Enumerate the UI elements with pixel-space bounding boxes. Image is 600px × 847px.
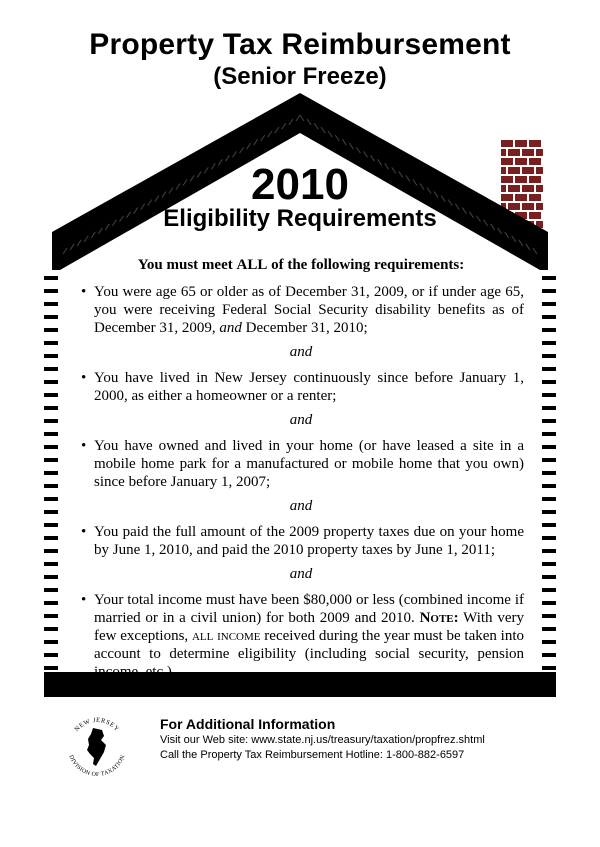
wall-dash <box>44 484 58 488</box>
wall-dash <box>44 562 58 566</box>
page-subtitle: (Senior Freeze) <box>213 63 387 90</box>
wall-dash <box>542 471 556 475</box>
wall-dash <box>542 549 556 553</box>
all-emphasis: ALL <box>236 257 268 273</box>
chimney-brick <box>501 149 506 156</box>
chimney-brick <box>522 149 534 156</box>
additional-info <box>160 716 485 763</box>
wall-dash <box>542 562 556 566</box>
year-heading: 2010 <box>251 160 349 209</box>
wall-dash <box>542 484 556 488</box>
wall-dash <box>542 640 556 644</box>
wall-dash <box>542 588 556 592</box>
requirement-residency: • You have lived in New Jersey continuously since before January 1, 2000, as either a homeowner or a renter; <box>81 370 524 404</box>
chimney-brick <box>515 140 527 147</box>
wall-dash <box>542 458 556 462</box>
wall-dash <box>542 315 556 319</box>
bullet-icon: • <box>81 438 87 454</box>
wall-dash <box>44 601 58 605</box>
wall-dash <box>44 588 58 592</box>
wall-dash <box>44 523 58 527</box>
wall-dash <box>44 614 58 618</box>
wall-dash <box>44 432 58 436</box>
website-line: Visit our Web site: www.state.nj.us/treasury/taxation/propfrez.shtml <box>160 734 485 746</box>
wall-dash <box>542 432 556 436</box>
note-label: Note: <box>419 610 459 626</box>
wall-dash <box>44 666 58 670</box>
wall-dash <box>542 614 556 618</box>
wall-dash <box>542 497 556 501</box>
wall-dash <box>542 289 556 293</box>
requirement-taxes-paid: • You paid the full amount of the 2009 property taxes due on your home by June 1, 2010, and paid the 2010 property taxes by June 1, 2011; <box>81 524 524 558</box>
wall-dash <box>44 471 58 475</box>
requirements-lead: You must meet ALL of the following requirements: <box>137 257 465 273</box>
wall-dash <box>542 653 556 657</box>
svg-text:DIVISION OF TAXATION: DIVISION OF TAXATION <box>67 754 127 779</box>
and-separator: and <box>289 344 313 360</box>
wall-dash <box>44 419 58 423</box>
wall-dash <box>542 523 556 527</box>
wall-dash <box>542 380 556 384</box>
wall-dash <box>542 354 556 358</box>
wall-dash <box>44 510 58 514</box>
wall-dash <box>542 406 556 410</box>
wall-dash <box>542 575 556 579</box>
chimney-brick <box>529 140 541 147</box>
wall-dash <box>44 302 58 306</box>
wall-dash <box>542 393 556 397</box>
wall-dash <box>44 575 58 579</box>
bullet-icon: • <box>81 370 87 386</box>
wall-dash <box>44 640 58 644</box>
chimney-brick <box>508 149 520 156</box>
wall-dash <box>542 666 556 670</box>
eligibility-heading: Eligibility Requirements <box>163 205 437 232</box>
wall-dash <box>44 458 58 462</box>
wall-dash <box>542 419 556 423</box>
wall-dash <box>44 354 58 358</box>
wall-dash <box>44 653 58 657</box>
wall-dash <box>542 276 556 280</box>
wall-dash <box>44 536 58 540</box>
requirement-ownership: • You have owned and lived in your home (or have leased a site in a mobile home park for a manufactured or mobile home that you own) since before January 1, 2007; <box>81 438 524 490</box>
bullet-icon: • <box>81 284 87 300</box>
wall-dash <box>44 406 58 410</box>
requirement-age: • You were age 65 or older as of December 31, 2009, or if under age 65, you were receiving Federal Social Security disability benefits as of December 31, 2009, and December 31, 2010; <box>81 284 524 336</box>
wall-dash <box>542 536 556 540</box>
wall-dash <box>44 341 58 345</box>
wall-dash <box>44 549 58 553</box>
nj-taxation-seal-logo <box>62 712 132 782</box>
svg-text:NEW JERSEY: NEW JERSEY <box>73 716 121 734</box>
wall-dash <box>542 302 556 306</box>
requirement-income: • Your total income must have been $80,000 or less (combined income if married or in a civil union) for both 2009 and 2010. Note: With very few exceptions, all income received during the year must be taken into account to determine eligibility (including social security, pension income, etc.). <box>81 592 524 680</box>
page-title: Property Tax Reimbursement <box>89 28 511 61</box>
wall-dash <box>44 393 58 397</box>
wall-dash <box>44 276 58 280</box>
wall-dash <box>44 497 58 501</box>
requirements-list <box>78 256 524 681</box>
hotline-line: Call the Property Tax Reimbursement Hotline: 1-800-882-6597 <box>160 749 465 761</box>
wall-dash <box>542 510 556 514</box>
wall-dash <box>542 328 556 332</box>
wall-dash <box>542 601 556 605</box>
nj-state-silhouette <box>87 728 106 766</box>
wall-dash <box>542 445 556 449</box>
chimney-brick <box>501 140 513 147</box>
wall-dash <box>44 627 58 631</box>
and-separator: and <box>289 412 313 428</box>
wall-dash <box>44 380 58 384</box>
wall-dash <box>542 341 556 345</box>
chimney-brick <box>536 149 543 156</box>
bullet-icon: • <box>81 592 87 608</box>
and-separator: and <box>289 498 313 514</box>
bullet-icon: • <box>81 524 87 540</box>
wall-dash <box>44 445 58 449</box>
and-separator: and <box>289 566 313 582</box>
wall-dash <box>44 315 58 319</box>
wall-dash <box>542 627 556 631</box>
footer-heading: For Additional Information <box>160 716 336 732</box>
wall-dash <box>542 367 556 371</box>
wall-dash <box>44 289 58 293</box>
wall-dash <box>44 367 58 371</box>
wall-dash <box>44 328 58 332</box>
